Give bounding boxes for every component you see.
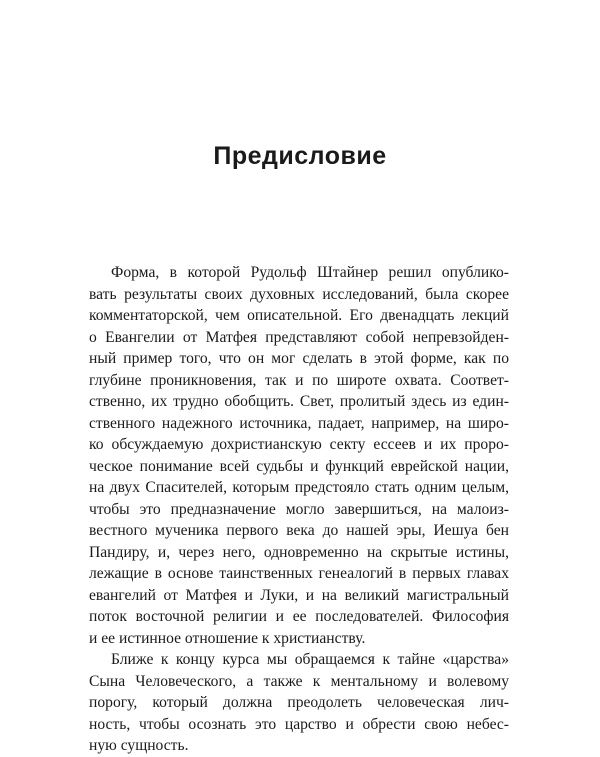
text-line: лежащие в основе таинственных генеалогий в первых главах [89, 565, 509, 582]
text-line: ственного надежного источника, падает, например, на широ- [89, 414, 509, 432]
text-line: комментаторской, чем описательной. Его двенадцать лекций [89, 307, 509, 324]
paragraph-2 [89, 649, 509, 757]
text-line: порогу, который должна преодолеть человеческая лич- [89, 694, 509, 711]
text-line: вестного мученика первого века до нашей эры, Иешуа бен [89, 522, 509, 539]
text-line: Пандиру, и, через него, одновременно на скрытые истины, [89, 543, 509, 561]
text-line: ность, чтобы осознать это царство и обрести свою небес- [89, 715, 509, 733]
text-line: на двух Спасителей, которым предстояло стать одним целым, [89, 479, 509, 496]
text-line: поток восточной религии и ее последователей. Философия [89, 608, 509, 625]
text-line: ческое понимание всей судьбы и функций еврейской нации, [89, 457, 509, 475]
text-line: вать результаты своих духовных исследований, была скорее [89, 285, 509, 303]
page-title: Предисловие [213, 142, 387, 170]
text-line: ную сущность. [89, 737, 189, 754]
text-line: ственно, их трудно обобщить. Свет, пролитый здесь из един- [89, 393, 509, 410]
text-line: чтобы это предназначение могло завершиться, на малоиз- [89, 500, 509, 518]
text-line: о Евангелии от Матфея представляют собой непревзойден- [89, 328, 509, 346]
text-line: ко обсуждаемую дохристианскую секту ессеев и их проро- [89, 436, 509, 453]
text-line: Ближе к концу курса мы обращаемся к тайне «царства» [111, 651, 509, 668]
paragraph-1 [89, 262, 509, 649]
body-text [89, 262, 509, 757]
text-line: глубине проникновения, так и по широте охвата. Соответ- [89, 371, 509, 389]
text-line: Сына Человеческого, а также к ментальному и волевому [89, 672, 509, 690]
text-line: и ее истинное отношение к христианству. [89, 629, 366, 647]
text-line: евангелий от Матфея и Луки, и на великий магистральный [89, 586, 509, 604]
text-line: Форма, в которой Рудольф Штайнер решил опублико- [111, 264, 509, 281]
text-line: ный пример того, что он мог сделать в этой форме, как по [89, 350, 509, 367]
